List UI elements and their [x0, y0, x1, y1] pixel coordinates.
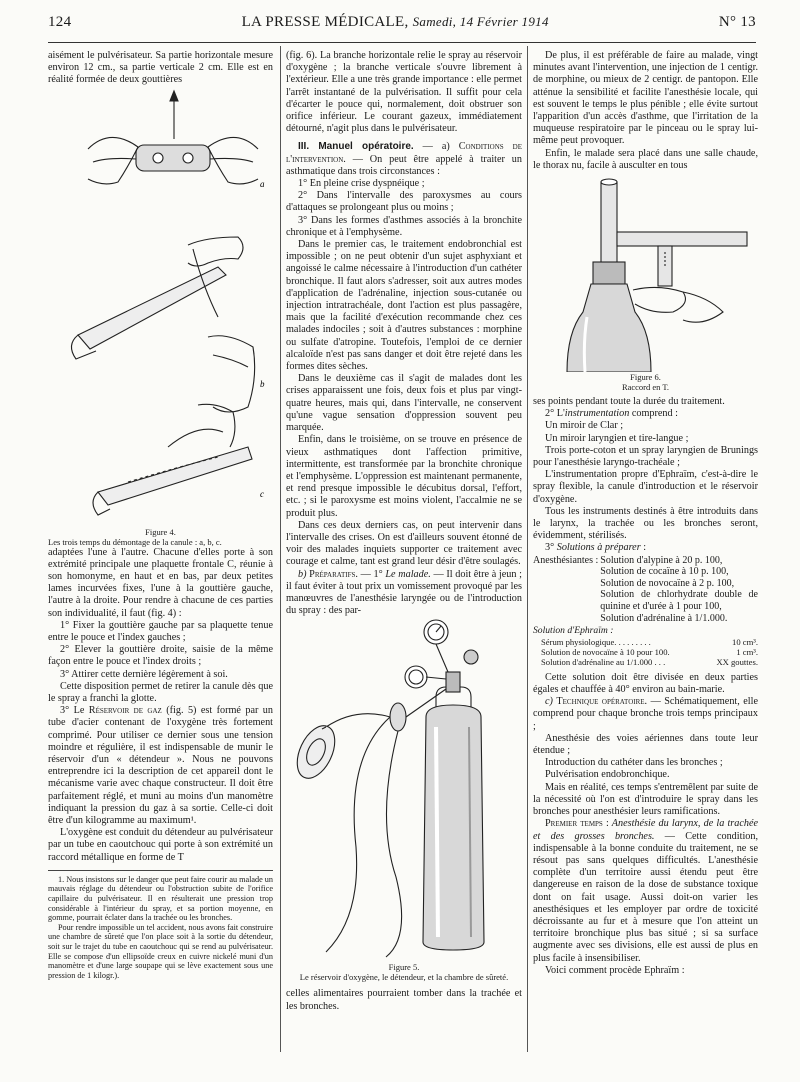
list-item: Trois porte-coton et un spray laryngien de Brunings pour l'anesthésie laryngo-trachéale ;: [533, 444, 758, 469]
fig4-label-b: b: [260, 378, 265, 389]
anesthetic-solutions-table: [533, 555, 758, 625]
column-1: [48, 50, 273, 980]
solution-item: Solution de chlorhydrate double de quinine et d'urée à 1 pour 100,: [600, 589, 758, 613]
text-run: — Il doit être à jeun ; il faut éviter à tout prix un vomissement provoqué par les manœuvres de l'anesthésie laryngée ou de l'introduction du spray : des par-: [286, 568, 522, 617]
ephraim-row: [541, 657, 758, 667]
section-heading: [286, 141, 522, 178]
solution-item: Solution d'alypine à 20 p. 100,: [600, 554, 723, 566]
figure-6-caption: Raccord en T.: [621, 382, 670, 393]
paragraph: [48, 705, 273, 827]
text-run: — Cette condition, indispensable à la bonne conduite du traitement, ne se résout pas sans quelques difficultés. L'anesthésie complète d'un territoire aussi étendu peut être dangereuse en raison de la dose de substance toxique dont on fait usage. Aussi doit-on varier les anesthésiques et les employer par ordre de toxicité décroissante au fur et à mesure que l'on atteint un territoire bronchique plus bas situé ; si sa surface augmente avec ses divisions, elle est aussi de plus en plus facile à insensibiliser.: [533, 830, 759, 964]
paragraph: Enfin, dans le troisième, on se trouve en présence de vieux asthmatiques dont l'affection primitive, intermittente, est transformée par la bronchite chronique et l'emphysème. L'oppression est maintenant permanente, et rend presque impossible le décubitus dorsal, l'effort, etc. ; si le paroxysme est moins violent, l'accalmie ne se produit plus.: [286, 434, 522, 519]
fig4-label-c: c: [260, 488, 264, 499]
fig4-label-a: a: [260, 178, 265, 189]
paragraph: 2° Elever la gouttière droite, saisie de la même façon entre le pouce et l'index droits ;: [48, 644, 273, 668]
solution-item: Solution de cocaïne à 10 p. 100,: [600, 566, 729, 578]
quantity: 1 cm³.: [736, 647, 758, 658]
issue-number: N° 13: [718, 14, 756, 30]
text-run: — 1°: [357, 568, 386, 580]
paragraph: aisément le pulvérisateur. Sa partie horizontale mesure environ 12 cm., sa partie verticale 2 cm. Elle est en réalité formée de deux gouttières: [48, 50, 273, 86]
paragraph: celles alimentaires pourraient tomber dans la trachée et les bronches.: [286, 988, 522, 1012]
solution-list: [600, 555, 758, 625]
figure-4-illustration: [48, 87, 273, 527]
paragraph: Voici comment procède Ephraïm :: [545, 964, 685, 976]
subsection-heading: Réservoir de gaz: [88, 705, 162, 717]
text-run: Solutions à préparer: [556, 542, 641, 554]
journal-title: LA PRESSE MÉDICALE,: [241, 14, 409, 30]
quantity: 10 cm³.: [732, 636, 758, 647]
list-item: Anesthésie des voies aériennes dans toute leur étendue ;: [533, 732, 758, 757]
paragraph: De plus, il est préférable de faire au malade, vingt minutes avant l'intervention, une injection de 1 centigr. de morphine, ou mieux de 2 centigr. de pantopon. Elle atténue la sensibilité et facilite l'anesthésie locale, qui est souvent le temps le plus pénible ; elle évite surtout l'apparition d'un accès d'asthme, que l'irritation de la muqueuse respiratoire par le pinceau ou le spray lui-même peut provoquer.: [533, 50, 758, 147]
text-run: 3° Le: [60, 705, 89, 717]
paragraph: [533, 696, 758, 733]
paragraph: Mais en réalité, ces temps s'entremêlent par suite de la nécessité où l'on est d'introduire le spray dans les bronches pour anesthésier leurs ramifications.: [533, 781, 758, 818]
paragraph: Dans le deuxième cas il s'agit de malades dont les crises apparaissent une fois, deux fois et plus par vingt-quatre heures, mais qui, dans l'intervalle, ne conservent qu'une vague sensation d'oppression souvent peu marquée.: [286, 373, 522, 434]
paragraph: [533, 818, 758, 964]
paragraph: L'oxygène est conduit du détendeur au pulvérisateur par un tube en caoutchouc qui porte à son extrémité un raccord métallique en forme de T: [48, 827, 273, 863]
subsection-heading: Premier temps :: [545, 818, 609, 830]
text-run: b): [298, 568, 310, 580]
text-run: — a): [413, 141, 459, 153]
anesthetics-label: Anesthésiantes :: [533, 554, 599, 566]
paragraph: Cette disposition permet de retirer la canule dès que le spray a franchi la glotte.: [48, 680, 273, 705]
text-run: :: [640, 542, 647, 554]
paragraph: (fig. 6). La branche horizontale relie le spray au réservoir d'oxygène ; la branche verticale s'ouvre librement à l'extérieur. Elle a une très grande importance : elle permet l'arrêt instantané de la pulvérisation. Il suffit pour cela d'écarter le pouce qui, normalement, doit obstruer son orifice inférieur. Le courant gazeux, immédiatement détourné, n'agit plus dans le pulvérisateur.: [286, 50, 522, 135]
header-rule: [48, 42, 756, 43]
footnote-1: 1. Nous insistons sur le danger que peut faire courir au malade un mauvais réglage du détendeur ou l'obstruction subite de l'orifice capillaire du pulvérisateur. Il en résulterait une pression trop considérable à l'intérieur du spray, et sa portion moyenne, en gomme, pourrait éclater dans la trachée ou les bronches.: [48, 874, 273, 923]
ephraim-row: [541, 647, 758, 657]
list-item: Introduction du cathéter dans les bronches ;: [545, 757, 723, 769]
paragraph: [286, 569, 522, 618]
column-divider-1: [280, 46, 281, 1052]
figure-5-title: Figure 5.: [388, 962, 420, 973]
column-2: [286, 50, 522, 1013]
list-item: 3° Dans les formes d'asthmes associés à la bronchite chronique et à l'emphysème.: [286, 214, 522, 238]
subsection-heading: Conditions de l'intervention.: [286, 141, 522, 165]
text-run: 2° L': [545, 408, 565, 420]
figure-4: [48, 87, 273, 547]
page-header: [48, 14, 756, 40]
paragraph: ses points pendant toute la durée du traitement.: [533, 396, 725, 408]
paragraph: [533, 408, 758, 420]
list-item: L'instrumentation propre d'Ephraïm, c'est-à-dire le spray flexible, la canule d'introduction et le réservoir d'oxygène.: [533, 469, 758, 505]
journal-masthead: [242, 14, 549, 31]
column-divider-2: [527, 46, 528, 1052]
figure-5-illustration: [286, 617, 522, 962]
list-item: Pulvérisation endobronchique.: [545, 769, 670, 781]
column-3: [533, 50, 758, 977]
text-run: — Schématiquement, elle comprend pour chaque bronche trois temps principaux ;: [533, 696, 758, 732]
solution-item: Solution de novocaïne à 2 p. 100,: [600, 577, 735, 589]
solution-item: Solution d'adrénaline à 1/1.000.: [600, 612, 728, 624]
paragraph: 3° Attirer cette dernière légèrement à soi.: [60, 668, 228, 680]
figure-6: [533, 172, 758, 392]
text-run: (fig. 5) est formé par un tube d'acier contenant de l'oxygène très fortement comprimé. Pour utiliser ce dernier sous une tension moindre et régulière, il est indispensable de munir le réservoir d'un « détendeur ». Nous ne pouvons entreprendre ici la description de cet appareil dont le mécanisme varie avec chaque constructeur. Il doit être parfaitement réglé, et muni au moins d'un manomètre indiquant la pression du gaz à sa sortie. Celle-ci doit être d'un kilogramme au maximum¹.: [48, 705, 273, 827]
ingredient: Sérum physiologique. . . . . . . . .: [541, 636, 651, 647]
figure-4-title: Figure 4.: [145, 526, 176, 537]
figure-6-illustration: [533, 172, 758, 372]
figure-4-caption: Les trois temps du démontage de la canule : a, b, c.: [48, 536, 222, 547]
text-run: 3°: [545, 542, 557, 554]
paragraph: adaptées l'une à l'autre. Chacune d'elles porte à son extrémité principale une plaquette frontale C, réunie à son homonyme, en haut et en bas, par deux petites lames incurvées fixes, l'une à la gouttière gauche, l'autre à la droite. Pour rendre à chacune de ces parties son individualité, il faut (fig. 4) :: [48, 546, 273, 619]
list-item: Un miroir laryngien et tire-langue ;: [545, 432, 689, 444]
page-number: 124: [48, 14, 72, 30]
footnotes: [48, 870, 273, 981]
text-run: comprend :: [629, 408, 678, 420]
paragraph: Cette solution doit être divisée en deux parties égales et chauffée à 40° environ au bain-marie.: [533, 671, 758, 696]
list-item: Un miroir de Clar ;: [545, 420, 624, 432]
ingredient: Solution de novocaïne à 10 pour 100.: [541, 647, 670, 658]
paragraph: Enfin, le malade sera placé dans une salle chaude, le thorax nu, facile à ausculter en tous: [533, 147, 758, 171]
figure-5: [286, 617, 522, 982]
quantity: XX gouttes.: [716, 657, 758, 668]
ingredient: Solution d'adrénaline au 1/1.000 . . .: [541, 657, 666, 668]
text-run: — On peut être appelé à traiter un asthmatique dans trois circonstances :: [286, 153, 522, 177]
subsection-heading: Technique opératoire.: [556, 696, 648, 708]
text-run: c): [545, 696, 557, 708]
paragraph: Dans le premier cas, le traitement endobronchial est impossible ; on ne peut obtenir d'un sujet asphyxiant et angoissé le calme nécessaire à l'introduction d'un cathéter bronchique. Il faut alors s'adresser, soit aux autres modes d'application de l'adrénaline, injection sous-cutanée ou injection intratrachéale, dont l'action est plus passagère, mais que la facilité d'exécution recommande chez ces malades indociles ; soit à d'autres substances : morphine ou sulfate d'atropine. Toutefois, l'emploi de ce dernier alcaloïde n'est pas sans danger et doit être rejeté dans les formes dites sèches.: [286, 239, 522, 373]
text-run: Anesthésie du larynx, de la trachée et des grosses bronches.: [533, 818, 758, 842]
figure-6-title: Figure 6.: [630, 372, 661, 383]
subsection-heading: Préparatifs.: [309, 568, 358, 580]
footnote-1-continued: Pour rendre impossible un tel accident, nous avons fait construire une chambre de sûreté que l'on place soit à la sortie du détendeur, soit sur le trajet du tube en caoutchouc qui se rend au pulvérisateur. Elle se compose d'un ellipsoïde creux en cuivre nickelé muni d'un manomètre et d'une large soupape qui se lève exactement sous une pression de 1 kilogr.).: [48, 922, 273, 980]
paragraph: Dans ces deux derniers cas, on peut intervenir dans l'intervalle des crises. On est d'ailleurs souvent étonné de voir des malades inquiets supporter ce traitement avec courage et calme, tant est grand leur désir d'être soulagés.: [286, 519, 522, 568]
issue-date: Samedi, 14 Février 1914: [412, 14, 549, 29]
paragraph: Tous les instruments destinés à être introduits dans le larynx, la trachée ou les bronches seront, évidemment, stérilisés.: [533, 505, 758, 542]
ephraim-solution: [533, 625, 758, 668]
list-item: 1° En pleine crise dyspnéique ;: [298, 178, 425, 190]
ephraim-row: [541, 637, 758, 647]
paragraph: 1° Fixer la gouttière gauche par sa plaquette tenue entre le pouce et l'index gauches ;: [48, 619, 273, 644]
text-run: Le malade.: [385, 568, 431, 580]
figure-5-caption: Le réservoir d'oxygène, le détendeur, et la chambre de sûreté.: [299, 972, 509, 983]
section-title: III. Manuel opératoire.: [298, 141, 414, 153]
list-item: 2° Dans l'intervalle des paroxysmes au cours d'attaques se prolongeant plus ou moins ;: [286, 190, 522, 214]
text-run: instrumentation: [564, 408, 630, 420]
ephraim-solution-title: Solution d'Ephraïm :: [533, 625, 614, 637]
paragraph: [533, 542, 758, 554]
